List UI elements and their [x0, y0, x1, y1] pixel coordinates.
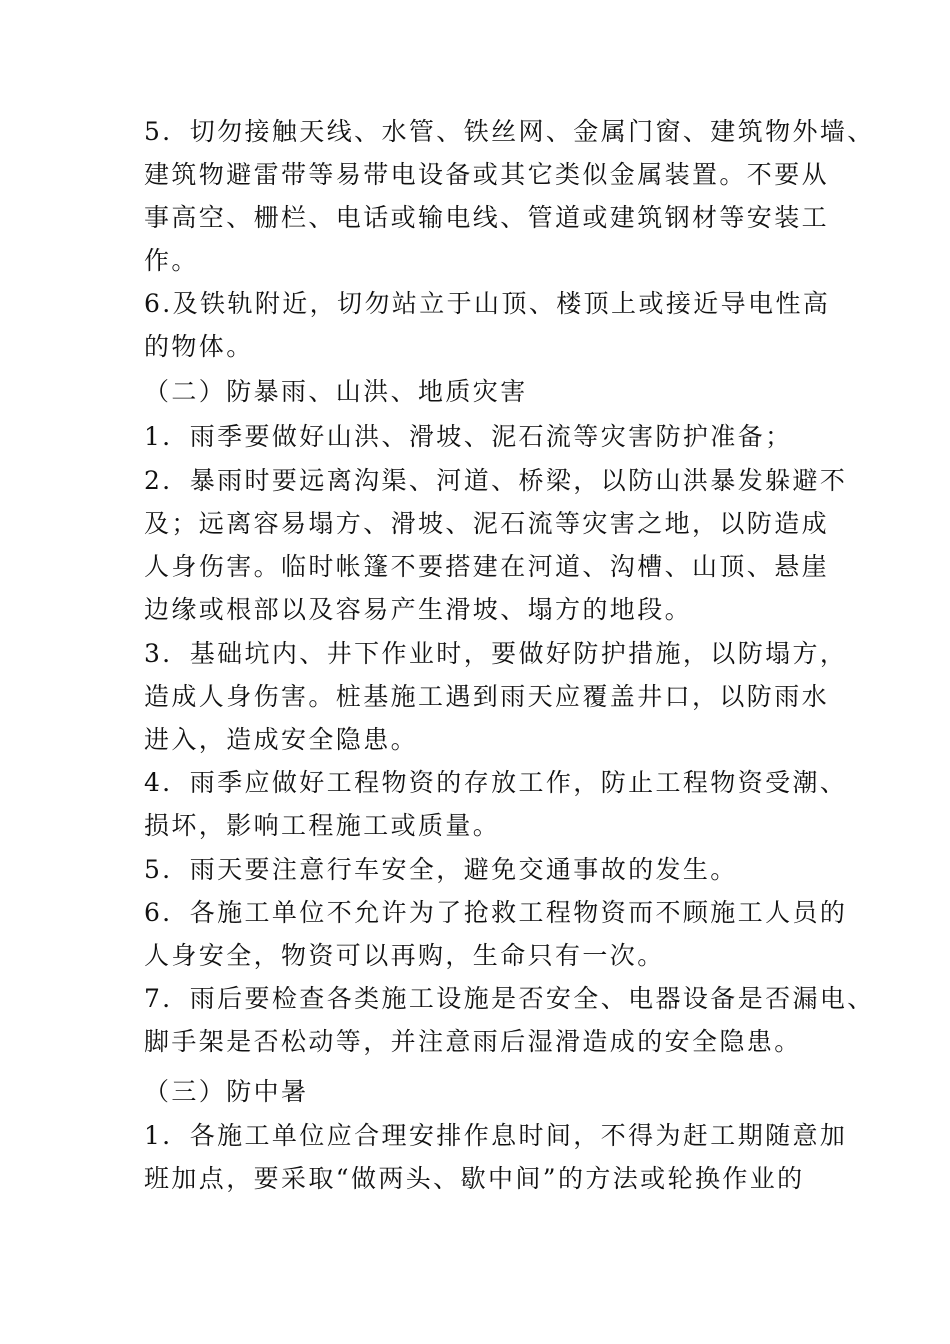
text-line: 作。: [144, 246, 199, 275]
text-line: 3．基础坑内、井下作业时，要做好防护措施，以防塌方，: [144, 639, 848, 668]
text-line: 6.及铁轨附近，切勿站立于山顶、楼顶上或接近导电性高: [144, 289, 831, 318]
text-line: 5．切勿接触天线、水管、铁丝网、金属门窗、建筑物外墙、: [144, 117, 875, 146]
text-line: 1．各施工单位应合理安排作息时间，不得为赶工期随意加: [144, 1121, 848, 1150]
text-line: 2．暴雨时要远离沟渠、河道、桥梁，以防山洪暴发躲避不: [144, 466, 848, 495]
text-line: 6．各施工单位不允许为了抢救工程物资而不顾施工人员的: [144, 898, 848, 927]
text-line: 人身伤害。临时帐篷不要搭建在河道、沟槽、山顶、悬崖: [144, 552, 830, 581]
text-line: 7．雨后要检查各类施工设施是否安全、电器设备是否漏电、: [144, 984, 875, 1013]
text-line: 人身安全，物资可以再购，生命只有一次。: [144, 941, 665, 970]
text-line: 班加点，要采取“做两头、歇中间”的方法或轮换作业的: [144, 1164, 805, 1193]
text-line: 及；远离容易塌方、滑坡、泥石流等灾害之地，以防造成: [144, 509, 830, 538]
text-line: 造成人身伤害。桩基施工遇到雨天应覆盖井口，以防雨水: [144, 682, 830, 711]
text-line: 边缘或根部以及容易产生滑坡、塌方的地段。: [144, 595, 693, 624]
section-heading: （二）防暴雨、山洪、地质灾害: [144, 377, 528, 406]
section-heading: （三）防中暑: [144, 1077, 309, 1106]
text-line: 1．雨季要做好山洪、滑坡、泥石流等灾害防护准备；: [144, 422, 793, 451]
text-line: 4．雨季应做好工程物资的存放工作，防止工程物资受潮、: [144, 768, 848, 797]
text-line: 5．雨天要注意行车安全，避免交通事故的发生。: [144, 855, 738, 884]
text-line: 损坏，影响工程施工或质量。: [144, 811, 501, 840]
text-line: 脚手架是否松动等，并注意雨后湿滑造成的安全隐患。: [144, 1027, 802, 1056]
text-line: 的物体。: [144, 332, 254, 361]
text-line: 事高空、栅栏、电话或输电线、管道或建筑钢材等安装工: [144, 203, 830, 232]
text-line: 进入，造成安全隐患。: [144, 725, 419, 754]
text-line: 建筑物避雷带等易带电设备或其它类似金属装置。不要从: [144, 160, 830, 189]
